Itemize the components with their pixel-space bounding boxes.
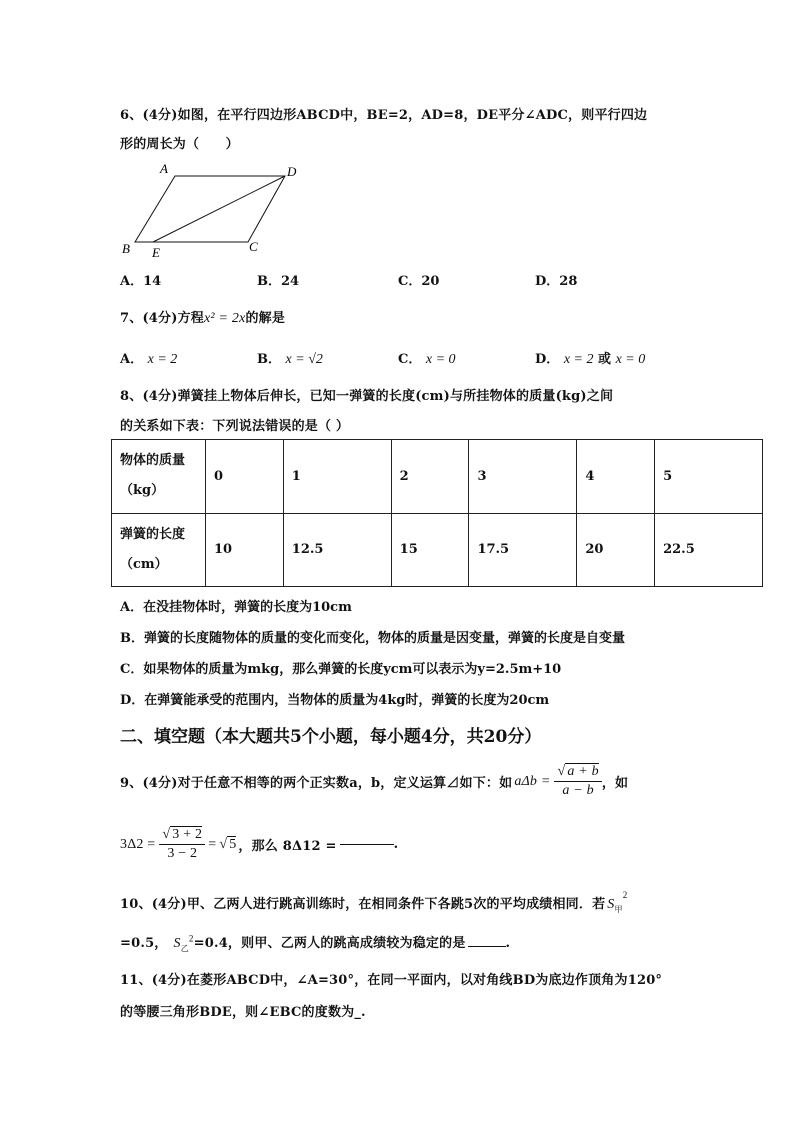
q7-option-a: A． x = 2 [120,352,178,367]
q7-option-c: C． x = 0 [398,352,456,367]
q9-answer-blank[interactable] [340,844,394,845]
q9-line1 [120,763,628,800]
q8-stem-line2: 的关系如下表：下列说法错误的是（ ） [120,419,350,434]
mass-length-table [111,439,763,587]
table-row [112,513,763,587]
row-header-mass: 物体的质量 （kg） [112,440,206,514]
label-c: C [249,239,258,254]
q9-stem: 9、(4分)对于任意不相等的两个正实数a，b，定义运算⊿如下：如 [120,776,513,791]
q11-line2: 的等腰三角形BDE，则∠EBC的度数为_. [120,1005,366,1020]
table-cell: 20 [577,513,655,587]
s-yi-symbol: $S_乙^2$ [173,933,194,953]
section-title: 二、填空题（本大题共5个小题，每小题4分，共20分） [120,727,542,747]
table-cell: 17.5 [469,513,577,587]
table-cell: 0 [206,440,284,514]
q9-line2: 3Δ2 = $\frac{√ 3 + 2}{3 - 2}$ = √ 5 ，那么 8Δ12 = . [120,827,399,861]
q10-answer-blank[interactable] [468,946,506,947]
q7-equation: x² = 2x [204,311,246,326]
table-cell: 3 [469,440,577,514]
q7-option-d: D． x = 2 或 x = 0 [535,352,646,367]
q9-ex-eq: = [208,836,217,852]
q7-option-b: B． x = √2 [257,352,323,367]
parallelogram-figure [115,158,305,262]
q9-ex-fraction: $\frac{√ 3 + 2}{3 - 2}$ [159,826,205,863]
table-cell: 12.5 [283,513,391,587]
q9-ex-num: 3 + 2 [172,827,203,842]
table-cell: 2 [391,440,469,514]
q9-def-lhs: aΔb = [514,773,551,789]
table-cell: 1 [283,440,391,514]
q9-ex-rhs: 5 [229,836,237,852]
table-cell: 10 [206,513,284,587]
q6-option-a: A．14 [120,274,162,289]
q10-line1: 10、(4分)甲、乙两人进行跳高训练时，在相同条件下各跳5次的平均成绩相同．若 $S_甲^2$ [120,890,628,914]
q6-option-d: D．28 [535,274,578,289]
q7-stem [120,307,285,327]
q6-option-b: B．24 [257,274,300,289]
q8-stem-line1: 8、(4分)弹簧挂上物体后伸长，已知一弹簧的长度(cm)与所挂物体的质量(kg)之间 [120,389,614,404]
q9-def-fraction: $\frac{√ a + b}{a - b}$ [554,763,601,800]
label-a: A [160,161,168,176]
s-jia-symbol: $S_甲^2$ [607,890,628,914]
label-d: D [287,164,297,179]
table-cell: 15 [391,513,469,587]
q11-line1: 11、(4分)在菱形ABCD中，∠A=30°，在同一平面内，以对角线BD为底边作顶角为120° [120,973,663,988]
label-e: E [152,245,160,260]
q6-stem-line2: 形的周长为（ ） [120,137,239,152]
q6-option-c: C．20 [398,274,440,289]
q7-stem-prefix: 7、(4分)方程 [120,311,204,326]
q10-line2: =0.5， $S_乙^2=0.4$，则甲、乙两人的跳高成绩较为稳定的是 . [120,933,511,953]
parallelogram-abcd [135,176,285,242]
q8-option-a: A．在没挂物体时，弹簧的长度为10cm [120,600,352,615]
segment-de [153,176,285,242]
q8-option-b: B．弹簧的长度随物体的质量的变化而变化，物体的质量是因变量，弹簧的长度是自变量 [120,631,625,646]
q9-tail: ，那么 8Δ12 = [238,839,337,854]
q9-ex-lhs: 3Δ2 = [120,836,156,852]
q8-option-c: C．如果物体的质量为mkg，那么弹簧的长度ycm可以表示为y=2.5m+10 [120,662,562,677]
row-header-length: 弹簧的长度 （cm） [112,513,206,587]
label-b: B [122,241,130,256]
q7-stem-suffix: 的解是 [245,311,286,326]
table-cell: 5 [655,440,763,514]
table-row [112,440,763,514]
q9-end: . [393,837,399,852]
q6-stem-line1: 6、(4分)如图，在平行四边形ABCD中，BE=2，AD=8，DE平分∠ADC，则平行四边 [120,108,648,123]
q9-def-den: a − b [562,783,594,798]
q8-option-d: D．在弹簧能承受的范围内，当物体的质量为4kg时，弹簧的长度为20cm [120,693,550,708]
table-cell: 22.5 [655,513,763,587]
q9-def-num: a + b [567,764,599,779]
table-cell: 4 [577,440,655,514]
q9-suffix: ，如 [601,776,629,791]
q9-ex-den: 3 − 2 [167,846,198,861]
